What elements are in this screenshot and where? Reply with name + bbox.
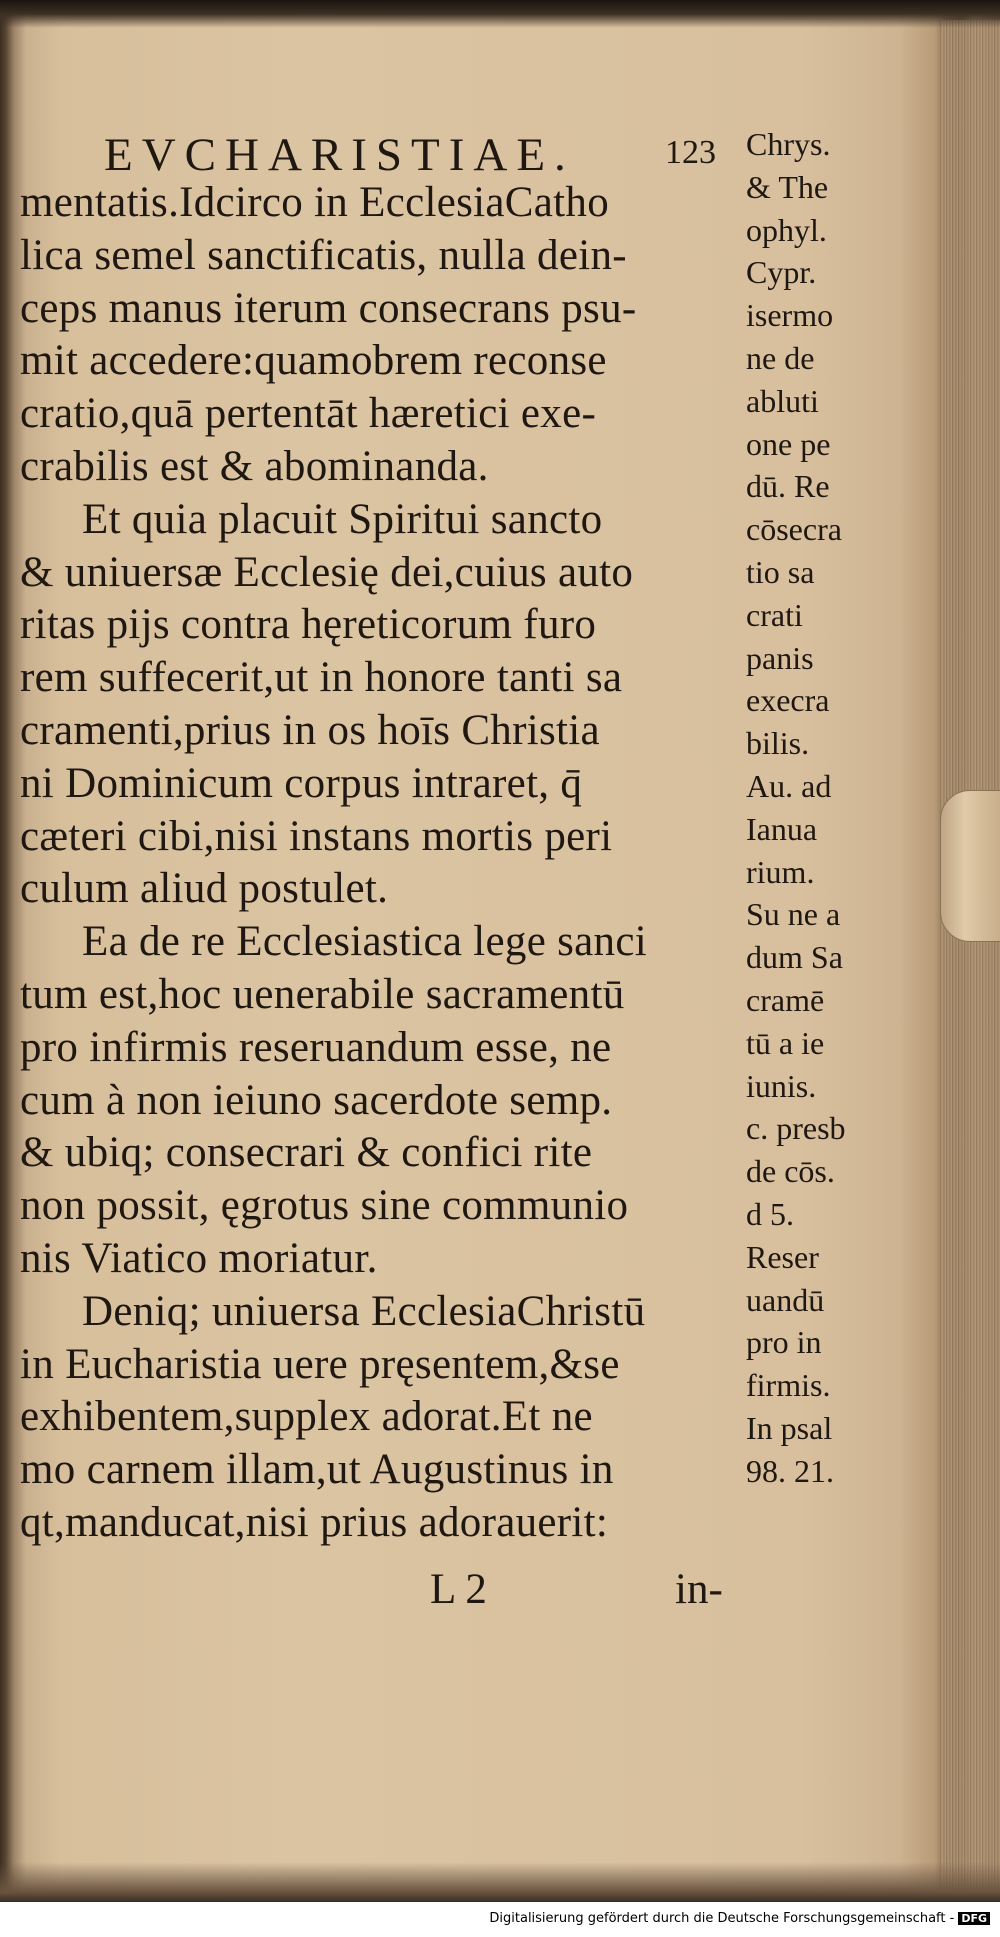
margin-note-line: cramē — [746, 982, 825, 1018]
margin-note-line: uandū — [746, 1281, 825, 1318]
text-line: ritas pijs contra hęreticorum furo — [20, 601, 597, 649]
margin-note-line: Cypr. — [746, 254, 817, 291]
margin-note-line: d 5. — [746, 1196, 794, 1232]
text-line: ni Dominicum corpus intraret, q̄ — [20, 759, 583, 807]
margin-note-line: iunis. — [746, 1067, 817, 1104]
margin-note-line: 98. 21. — [746, 1452, 834, 1489]
text-line: & uniuersæ Ecclesię dei,cuius auto — [20, 548, 634, 596]
text-line: culum aliud postulet. — [20, 865, 389, 913]
text-line: cæteri cibi,nisi instans mortis peri — [20, 812, 613, 860]
margin-note-line: Reser — [746, 1238, 819, 1275]
margin-note-line: isermo — [746, 297, 834, 334]
margin-note-line: one pe — [746, 425, 831, 462]
text-line: Ea de re Ecclesiastica lege sanci — [82, 918, 647, 966]
margin-note-line: Au. ad — [746, 768, 832, 804]
margin-note-line: abluti — [746, 382, 819, 419]
text-line: Deniq; uniuersa EcclesiaChristū — [82, 1287, 646, 1335]
margin-note-line: Ianua — [746, 810, 818, 847]
text-line: rem suffecerit,ut in honore tanti sa — [20, 654, 623, 702]
margin-note-line: pro in — [746, 1324, 822, 1361]
page-fore-edge — [940, 20, 1000, 1900]
bottom-shadow — [0, 1862, 1000, 1902]
top-shadow — [0, 0, 1000, 28]
footer-bar — [0, 1902, 1000, 1937]
text-line: mit accedere:quamobrem reconse — [20, 337, 607, 385]
text-line: mentatis.Idcirco in EcclesiaCatho — [20, 179, 609, 226]
margin-note-line: tū a ie — [746, 1024, 825, 1061]
margin-note-line: dum Sa — [746, 939, 843, 976]
page-number: 123 — [665, 134, 716, 171]
margin-note-line: Chrys. — [746, 126, 831, 162]
margin-note-line: Su ne a — [746, 896, 841, 933]
text-line: cratio,quā pertentāt hæretici exe- — [20, 390, 597, 438]
margin-note-line: panis — [746, 639, 814, 676]
margin-note-line: ophyl. — [746, 211, 827, 248]
text-line: Et quia placuit Spiritui sancto — [82, 495, 603, 543]
footer-credit — [489, 1911, 990, 1926]
margin-note-line: bilis. — [746, 725, 810, 762]
margin-note-line: c. presb — [746, 1110, 846, 1147]
margin-note-line: firmis. — [746, 1367, 831, 1404]
running-head: EVCHARISTIAE. — [104, 129, 575, 181]
text-line: in Eucharistia uere pręsentem,&se — [20, 1340, 620, 1388]
text-line: lica semel sanctificatis, nulla dein- — [20, 231, 627, 279]
margin-note-line: crati — [746, 596, 803, 633]
margin-note-line: tio sa — [746, 554, 815, 590]
text-line: crabilis est & abominanda. — [20, 443, 489, 490]
margin-note-line: execra — [746, 682, 830, 719]
text-line: tum est,hoc uenerabile sacramentū — [20, 971, 625, 1018]
margin-note-line: dū. Re — [746, 468, 830, 505]
margin-note-line: In psal — [746, 1410, 833, 1446]
signature-mark: L 2 — [430, 1566, 487, 1613]
margin-note-line: cōsecra — [746, 511, 842, 548]
book-clasp — [940, 790, 1000, 942]
footer-credit-text: Digitalisierung gefördert durch die Deutsche Forschungsgemeinschaft - — [489, 1911, 955, 1926]
margin-note-line: & The — [746, 168, 829, 205]
text-line: cramenti,prius in os hoīs Christia — [20, 707, 600, 754]
text-line: & ubiq; consecrari & confici rite — [20, 1129, 593, 1177]
text-line: non possit, ęgrotus sine communio — [20, 1182, 629, 1230]
margin-note-line: de cōs. — [746, 1153, 835, 1190]
text-line: ceps manus iterum consecrans psu- — [20, 284, 637, 332]
margin-note-line: ne de — [746, 340, 815, 376]
dfg-logo: DFG — [958, 1912, 990, 1925]
text-line: qt,manducat,nisi prius adorauerit: — [20, 1499, 609, 1546]
text-line: nis Viatico moriatur. — [20, 1235, 378, 1282]
text-line: exhibentem,supplex adorat.Et ne — [20, 1393, 593, 1441]
text-line: pro infirmis reseruandum esse, ne — [20, 1023, 612, 1071]
catchword: in- — [675, 1566, 723, 1613]
margin-note-line: rium. — [746, 853, 815, 890]
text-line: mo carnem illam,ut Augustinus in — [20, 1446, 614, 1494]
text-line: cum à non ieiuno sacerdote semp. — [20, 1076, 613, 1124]
